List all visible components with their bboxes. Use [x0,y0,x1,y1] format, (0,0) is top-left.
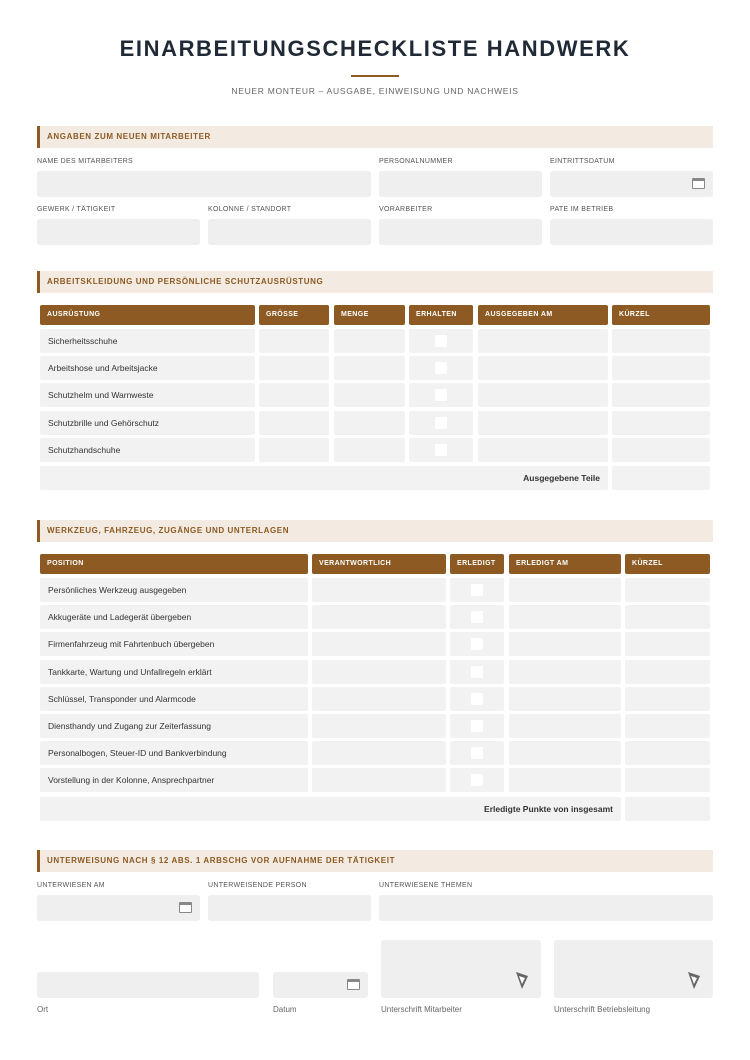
unterwiesen-am-field[interactable] [37,895,200,921]
section-header-unterweisung: UNTERWEISUNG NACH § 12 ABS. 1 ARBSCHG VOR AUFNAHME DER TÄTIGKEIT [37,850,713,872]
checkbox[interactable] [471,774,483,786]
table-cell[interactable] [409,438,473,462]
label-unterwiesene-themen: UNTERWIESENE THEMEN [379,882,473,889]
checkbox[interactable] [471,720,483,732]
label-eintrittsdatum: EINTRITTSDATUM [550,158,615,165]
unterwiesene-themen-field[interactable] [379,895,713,921]
label-kolonne: KOLONNE / STANDORT [208,206,292,213]
column-header-menge: MENGE [334,305,405,325]
label-gewerk: GEWERK / TÄTIGKEIT [37,206,116,213]
table-cell[interactable] [509,687,621,711]
row-label: Schlüssel, Transponder und Alarmcode [40,687,308,711]
table-cell[interactable] [509,714,621,738]
checkbox[interactable] [435,444,447,456]
row-label: Arbeitshose und Arbeitsjacke [40,356,255,380]
row-label: Akkugeräte und Ladegerät übergeben [40,605,308,629]
table-cell[interactable] [312,605,446,629]
row-label: Vorstellung in der Kolonne, Ansprechpartner [40,768,308,792]
column-header-ausgegeben-am: AUSGEGEBEN AM [478,305,608,325]
row-label: Persönliches Werkzeug ausgegeben [40,578,308,602]
summary-label: Ausgegebene Teile [40,466,608,490]
checkbox[interactable] [471,584,483,596]
table-cell[interactable] [478,383,608,407]
label-pate: PATE IM BETRIEB [550,206,614,213]
table-cell[interactable] [509,632,621,656]
section-header-employee: ANGABEN ZUM NEUEN MITARBEITER [37,126,713,148]
checkbox[interactable] [435,417,447,429]
column-header-erhalten: ERHALTEN [409,305,473,325]
label-unterweisende-person: UNTERWEISENDE PERSON [208,882,307,889]
checkbox[interactable] [471,638,483,650]
checkbox[interactable] [435,389,447,401]
row-label: Schutzbrille und Gehörschutz [40,411,255,435]
name-field[interactable] [37,171,371,197]
table-cell[interactable] [478,411,608,435]
table-cell[interactable] [450,714,504,738]
table-cell[interactable] [312,768,446,792]
table-cell[interactable] [509,578,621,602]
row-label: Schutzhelm und Warnweste [40,383,255,407]
signature-leitung-field[interactable] [554,940,713,998]
label-unterschrift-betriebsleitung: Unterschrift Betriebsleitung [554,1005,651,1014]
table-cell[interactable] [509,605,621,629]
row-label: Tankkarte, Wartung und Unfallregeln erklärt [40,660,308,684]
table-cell[interactable] [450,632,504,656]
table-cell[interactable] [450,578,504,602]
pate-field[interactable] [550,219,713,245]
checkbox[interactable] [471,747,483,759]
column-header-erledigt-am: ERLEDIGT AM [509,554,621,574]
table-cell[interactable] [409,329,473,353]
table-cell[interactable] [612,383,710,407]
table-cell[interactable] [259,438,329,462]
pen-icon [687,970,701,990]
table-cell[interactable] [612,411,710,435]
table-cell[interactable] [409,411,473,435]
table-cell[interactable] [625,714,710,738]
table-cell[interactable] [625,578,710,602]
table-cell[interactable] [625,741,710,765]
column-header-kuerzel: KÜRZEL [625,554,710,574]
label-name: NAME DES MITARBEITERS [37,158,134,165]
table-cell[interactable] [450,768,504,792]
table-cell[interactable] [509,660,621,684]
kolonne-field[interactable] [208,219,371,245]
table-cell[interactable] [334,411,405,435]
table-cell[interactable] [625,605,710,629]
checkbox[interactable] [435,362,447,374]
column-header-kuerzel: KÜRZEL [612,305,710,325]
table-cell[interactable] [259,329,329,353]
checkbox[interactable] [471,611,483,623]
table-cell[interactable] [312,714,446,738]
column-header-ausruestung: AUSRÜSTUNG [40,305,255,325]
row-label: Personalbogen, Steuer-ID und Bankverbindung [40,741,308,765]
vorarbeiter-field[interactable] [379,219,542,245]
unterweisende-person-field[interactable] [208,895,371,921]
table-cell[interactable] [312,660,446,684]
checkbox[interactable] [435,335,447,347]
table-cell[interactable] [478,329,608,353]
summary-field[interactable] [625,797,710,821]
table-cell[interactable] [312,578,446,602]
table-cell[interactable] [312,632,446,656]
table-cell[interactable] [450,741,504,765]
table-cell[interactable] [450,660,504,684]
title-rule [351,75,399,77]
table-cell[interactable] [409,356,473,380]
column-header-groesse: GRÖSSE [259,305,329,325]
table-cell[interactable] [625,632,710,656]
row-label: Schutzhandschuhe [40,438,255,462]
table-cell[interactable] [612,438,710,462]
table-cell[interactable] [612,329,710,353]
calendar-icon[interactable] [179,902,192,913]
label-unterwiesen-am: UNTERWIESEN AM [37,882,105,889]
table-cell[interactable] [259,356,329,380]
gewerk-field[interactable] [37,219,200,245]
page-title: EINARBEITUNGSCHECKLISTE HANDWERK [119,36,631,61]
label-datum: Datum [273,1005,297,1014]
table-cell[interactable] [478,356,608,380]
personalnummer-field[interactable] [379,171,542,197]
label-ort: Ort [37,1005,49,1014]
table-cell[interactable] [450,605,504,629]
column-header-position: POSITION [40,554,308,574]
table-cell[interactable] [312,687,446,711]
table-cell[interactable] [625,687,710,711]
row-label: Firmenfahrzeug mit Fahrtenbuch übergeben [40,632,308,656]
table-cell[interactable] [334,356,405,380]
table-cell[interactable] [259,383,329,407]
table-cell[interactable] [259,411,329,435]
column-header-verantwortlich: VERANTWORTLICH [312,554,446,574]
table-cell[interactable] [312,741,446,765]
column-header-erledigt: ERLEDIGT [450,554,504,574]
summary-label: Erledigte Punkte von insgesamt [40,797,621,821]
checkbox[interactable] [471,666,483,678]
ort-field[interactable] [37,972,259,998]
table-cell[interactable] [450,687,504,711]
label-personalnummer: PERSONALNUMMER [379,158,453,165]
eintrittsdatum-field[interactable] [550,171,713,197]
table-cell[interactable] [409,383,473,407]
signature-mitarbeiter-field[interactable] [381,940,541,998]
table-cell[interactable] [625,660,710,684]
table-cell[interactable] [509,741,621,765]
table-cell[interactable] [509,768,621,792]
row-label: Sicherheitsschuhe [40,329,255,353]
calendar-icon[interactable] [347,979,360,990]
page-subtitle: NEUER MONTEUR – AUSGABE, EINWEISUNG UND NACHWEIS [231,86,519,96]
table-cell[interactable] [334,438,405,462]
table-cell[interactable] [612,356,710,380]
calendar-icon[interactable] [692,178,705,189]
label-vorarbeiter: VORARBEITER [379,206,433,213]
table-cell[interactable] [478,438,608,462]
table-cell[interactable] [625,768,710,792]
table-cell[interactable] [334,383,405,407]
section-header-werkzeug: WERKZEUG, FAHRZEUG, ZUGÄNGE UND UNTERLAGEN [37,520,713,542]
pen-icon [515,970,529,990]
row-label: Diensthandy und Zugang zur Zeiterfassung [40,714,308,738]
table-cell[interactable] [334,329,405,353]
summary-field[interactable] [612,466,710,490]
label-unterschrift-mitarbeiter: Unterschrift Mitarbeiter [381,1005,462,1014]
datum-field[interactable] [273,972,368,998]
section-header-psa: ARBEITSKLEIDUNG UND PERSÖNLICHE SCHUTZAUSRÜSTUNG [37,271,713,293]
checkbox[interactable] [471,693,483,705]
